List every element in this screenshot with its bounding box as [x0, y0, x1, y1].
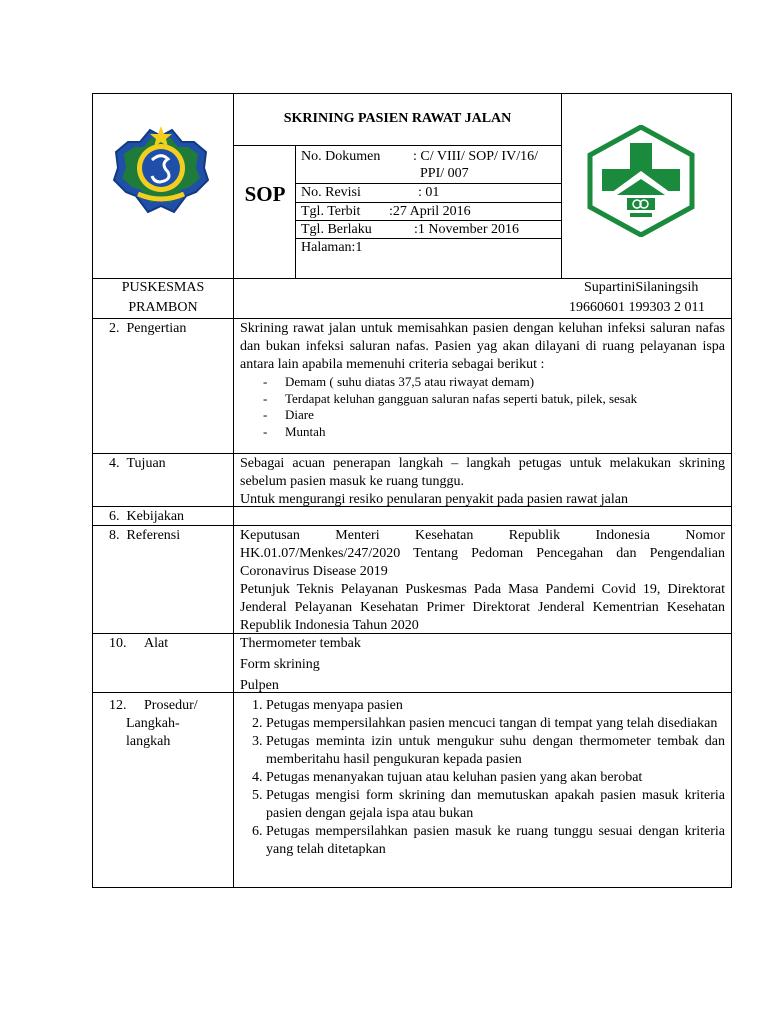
org-name-line1: PUSKESMAS — [121, 280, 205, 295]
regency-emblem-icon — [108, 112, 214, 216]
list-item: - Terdapat keluhan gangguan saluran nafas seperti batuk, pilek, sesak — [263, 390, 638, 406]
pengertian-label: 2. Pengertian — [109, 321, 187, 336]
prosedur-label-line1: 12. Prosedur/ — [109, 698, 198, 713]
revision-value: : 01 — [418, 185, 440, 200]
list-item: 5. Petugas mengisi form skrining dan memutuskan apakah pasien masuk kriteria pasien dengan gejala ispa atau bukan — [266, 787, 725, 823]
effective-date-label: Tgl. Berlaku — [301, 222, 372, 237]
page-label: Halaman:1 — [301, 240, 363, 255]
right-logo — [587, 125, 695, 237]
dash-bullet: - — [263, 423, 268, 439]
pengertian-content — [240, 320, 725, 440]
tujuan-line2: sebelum pasien masuk ke ruang tunggu. — [240, 474, 464, 489]
alat-item-3: Pulpen — [240, 678, 279, 693]
tujuan-line1: Sebagai acuan penerapan langkah – langkah petugas untuk melakukan skrining — [240, 456, 725, 471]
list-item: 4. Petugas menanyakan tujuan atau keluhan pasien yang akan berobat — [266, 769, 725, 787]
criteria-list — [240, 374, 725, 440]
referensi-label: 8. Referensi — [109, 528, 181, 543]
alat-item-2: Form skrining — [240, 657, 320, 672]
alat-item-1: Thermometer tembak — [240, 636, 361, 651]
left-logo — [108, 112, 214, 216]
issue-date-value: :27 April 2016 — [389, 204, 471, 219]
tujuan-content — [240, 455, 725, 509]
tujuan-line3: Untuk mengurangi resiko penularan penyakit pada pasien rawat jalan — [240, 492, 628, 507]
doc-number-value-cont: PPI/ 007 — [420, 166, 469, 181]
referensi-content — [240, 527, 725, 635]
list-item: - Demam ( suhu diatas 37,5 atau riwayat demam) — [263, 374, 535, 389]
effective-date-value: :1 November 2016 — [414, 222, 519, 237]
list-item: 6. Petugas mempersilahkan pasien masuk ke ruang tunggu sesuai dengan kriteria yang telah ditetapkan — [266, 823, 725, 859]
doc-number-label: No. Dokumen — [301, 149, 381, 164]
document-title: SKRINING PASIEN RAWAT JALAN — [283, 111, 512, 126]
alat-label: 10. Alat — [109, 636, 169, 651]
list-item: 3. Petugas meminta izin untuk mengukur suhu dengan thermometer tembak dan memberitahu hasil pengukuran kepada pasien — [266, 733, 725, 769]
pengertian-text: Skrining rawat jalan untuk memisahkan pasien dengan keluhan infeksi saluran nafas dan bukan infeksi saluran nafas. Pasien yag akan dilayani di ruang pelayanan ispa antara lain apabila memenuhi criteria sebagai berikut : — [240, 321, 725, 372]
dash-bullet: - — [263, 390, 268, 406]
signer-name: SupartiniSilaningsih — [584, 280, 699, 295]
doc-number-value: : C/ VIII/ SOP/ IV/16/ — [413, 149, 538, 164]
referensi-para1: Keputusan Menteri Kesehatan Republik Indonesia Nomor HK.01.07/Menkes/247/2020 Tentang Pedoman Pencegahan dan Pengendalian Coronavirus Disease 2019 — [240, 528, 725, 579]
list-item: 1. Petugas menyapa pasien — [266, 697, 725, 715]
puskesmas-logo-icon — [587, 125, 695, 237]
revision-label: No. Revisi — [301, 185, 361, 200]
prosedur-steps — [240, 697, 725, 859]
issue-date-label: Tgl. Terbit — [301, 204, 361, 219]
dash-bullet: - — [263, 374, 268, 389]
list-item: - Muntah — [263, 423, 326, 439]
list-item: 2. Petugas mempersilahkan pasien mencuci tangan di tempat yang telah disediakan — [266, 715, 725, 733]
steps-list — [240, 697, 725, 859]
signer-nip: 19660601 199303 2 011 — [569, 300, 705, 315]
tujuan-label: 4. Tujuan — [109, 456, 166, 471]
prosedur-label-line2: Langkah- — [126, 716, 180, 731]
dash-bullet: - — [263, 407, 268, 422]
sop-label: SOP — [244, 182, 286, 206]
referensi-para2: Petunjuk Teknis Pelayanan Puskesmas Pada Masa Pandemi Covid 19, Direktorat Jenderal Pelayanan Kesehatan Primer Direktorat Jenderal Kementrian Kesehatan Republik Indonesia Tahun 2020 — [240, 582, 725, 633]
list-item: - Diare — [263, 407, 314, 422]
prosedur-label-line3: langkah — [126, 734, 171, 749]
kebijakan-label: 6. Kebijakan — [109, 509, 185, 524]
org-name-line2: PRAMBON — [128, 300, 198, 315]
